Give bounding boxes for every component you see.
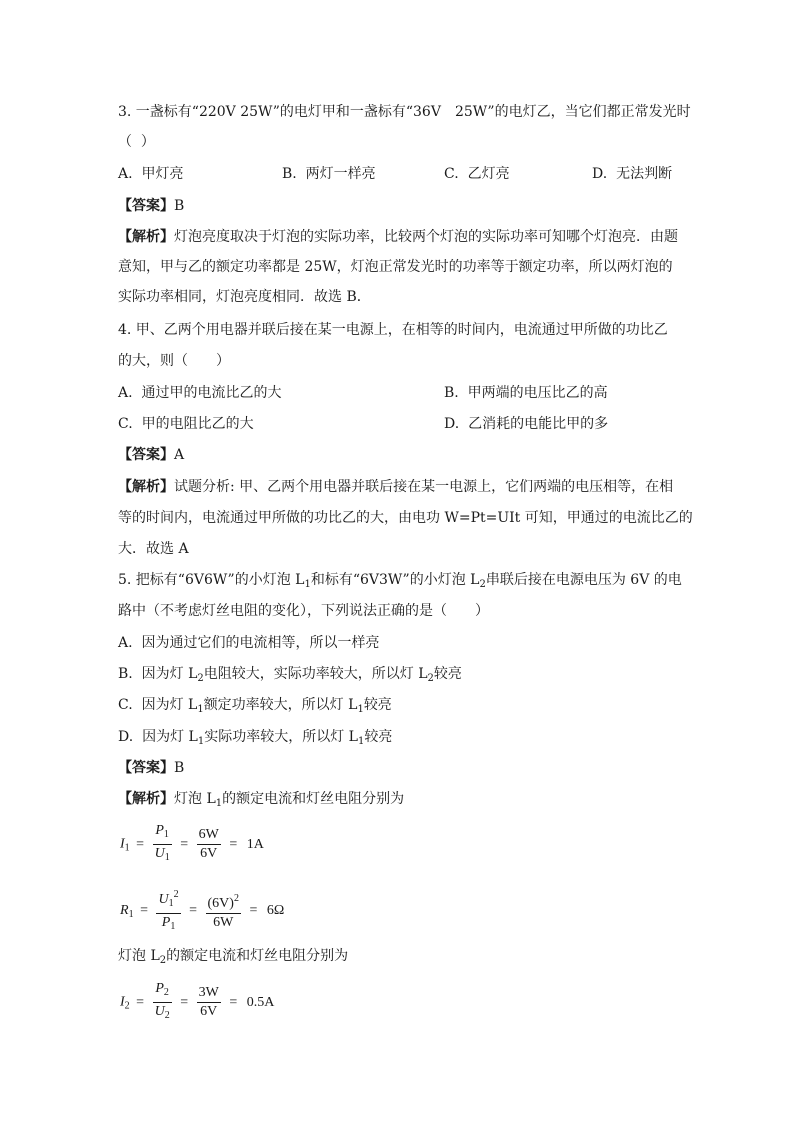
- q4-stem-line2: 的大，则（ ）: [118, 353, 230, 369]
- q4-answer: [118, 445, 184, 465]
- fraction: [206, 890, 241, 932]
- subscript: 1: [170, 921, 176, 932]
- q5-stem-line2: 路中（不考虑灯丝电阻的变化），下列说法正确的是（ ）: [118, 603, 489, 619]
- q5-option-a: A. 因为通过它们的电流相等，所以一样亮: [118, 635, 380, 651]
- equals-sign: =: [229, 994, 238, 1010]
- q3-stem-line1: 3. 一盏标有“220V 25W”的电灯甲和一盏标有“36V 25W”的电灯乙，当它们都正常发光时: [118, 104, 691, 120]
- fraction: [197, 826, 221, 863]
- numerator: 6W: [197, 826, 221, 845]
- eq-result: 1A: [246, 836, 264, 852]
- eq-symbol: P: [161, 915, 171, 930]
- analysis-text: 灯泡 L: [174, 791, 216, 807]
- q5-stem-part: 5. 把标有“6V6W”的小灯泡 L: [118, 572, 305, 588]
- fraction: [153, 822, 172, 867]
- q5-stem-part: 串联后接在电源电压为 6V 的电: [485, 572, 682, 588]
- equals-sign: =: [249, 903, 258, 918]
- analysis-text: 的额定电流和灯丝电阻分别为: [166, 948, 349, 964]
- denominator: 6V: [200, 846, 218, 861]
- q5-analysis-line2: [118, 946, 348, 971]
- analysis-tag: 【解析】: [118, 791, 174, 807]
- q3-option-c: C. 乙灯亮: [444, 166, 510, 182]
- subscript: 2: [163, 987, 169, 998]
- equation-current-l1: [120, 822, 267, 867]
- equals-sign: =: [140, 903, 148, 918]
- fraction: [153, 980, 172, 1025]
- subscript: 1: [357, 736, 365, 747]
- q5-option-b: [118, 664, 462, 689]
- eq-symbol: I: [120, 836, 125, 852]
- equation-resistance-l1: [120, 886, 287, 936]
- equals-sign: =: [180, 994, 189, 1010]
- subscript: 1: [124, 842, 130, 854]
- q4-analysis-line2: 等的时间内，电流通过甲所做的功比乙的大，由电功 W=Pt=UIt 可知，甲通过的电流比乙的: [118, 510, 693, 526]
- answer-value: B: [174, 198, 185, 214]
- q5-option-c: [118, 695, 392, 720]
- subscript: 2: [124, 1000, 130, 1012]
- analysis-text: 灯泡亮度取决于灯泡的实际功率，比较两个灯泡的实际功率可知哪个灯泡亮．由题: [174, 229, 678, 245]
- equals-sign: =: [180, 836, 189, 852]
- option-part: 较亮: [364, 729, 393, 745]
- option-part: 较亮: [363, 697, 392, 713]
- analysis-text: 试题分析: 甲、乙两个用电器并联后接在某一电源上，它们两端的电压相等，在相: [174, 479, 674, 495]
- q4-option-d: D. 乙消耗的电能比甲的多: [444, 416, 609, 432]
- q5-answer: [118, 758, 184, 778]
- subscript: 1: [197, 736, 205, 747]
- q3-option-d: D. 无法判断: [592, 166, 673, 182]
- equation-current-l2: [120, 980, 277, 1025]
- analysis-tag: 【解析】: [118, 229, 174, 245]
- answer-tag: 【答案】: [118, 760, 174, 776]
- eq-symbol: R: [120, 903, 129, 919]
- subscript: 1: [168, 898, 174, 909]
- equals-sign: =: [229, 836, 238, 852]
- denominator: 6W: [213, 915, 234, 930]
- option-part: 电阻较大，实际功率较大，所以灯 L: [203, 666, 428, 682]
- eq-result: 0.5A: [246, 994, 275, 1010]
- subscript: 1: [357, 704, 364, 715]
- answer-value: B: [174, 760, 185, 776]
- q5-stem-part: 和标有“6V3W”的小灯泡 L: [310, 572, 480, 588]
- subscript: 1: [128, 909, 134, 921]
- equals-sign: =: [189, 903, 197, 918]
- equals-sign: =: [136, 994, 145, 1010]
- subscript: 2: [197, 673, 204, 684]
- subscript: 1: [304, 579, 311, 590]
- eq-symbol: I: [120, 994, 125, 1010]
- option-part: B. 因为灯 L: [118, 666, 198, 682]
- subscript: 1: [215, 798, 223, 809]
- superscript: 2: [233, 893, 239, 904]
- option-part: 较亮: [433, 666, 462, 682]
- q4-option-b: B. 甲两端的电压比乙的高: [444, 385, 608, 401]
- q5-analysis-line1: [118, 789, 404, 814]
- q3-analysis-line3: 实际功率相同，灯泡亮度相同．故选 B．: [118, 289, 371, 305]
- subscript: 2: [164, 1010, 170, 1021]
- eq-symbol: U: [154, 1004, 165, 1019]
- q4-analysis-line1: [118, 477, 673, 497]
- q3-answer: [118, 196, 184, 216]
- answer-tag: 【答案】: [118, 198, 174, 214]
- option-part: D. 因为灯 L: [118, 729, 198, 745]
- eq-result: 6Ω: [266, 903, 285, 918]
- subscript: 1: [197, 704, 204, 715]
- numerator: 3W: [197, 984, 221, 1003]
- superscript: 2: [173, 889, 179, 900]
- answer-tag: 【答案】: [118, 447, 174, 463]
- q3-analysis-line1: [118, 227, 678, 247]
- q5-option-d: [118, 727, 392, 752]
- analysis-tag: 【解析】: [118, 479, 174, 495]
- q3-stem-line2: （ ）: [118, 134, 155, 150]
- q3-option-b: B. 两灯一样亮: [282, 166, 376, 182]
- analysis-text: 灯泡 L: [118, 948, 160, 964]
- subscript: 1: [164, 852, 170, 863]
- numerator: (6V): [207, 896, 234, 911]
- option-part: 实际功率较大，所以灯 L: [204, 729, 358, 745]
- eq-symbol: U: [158, 892, 169, 907]
- analysis-text: 的额定电流和灯丝电阻分别为: [222, 791, 405, 807]
- subscript: 1: [163, 829, 169, 840]
- eq-symbol: P: [155, 823, 164, 838]
- equals-sign: =: [136, 836, 145, 852]
- option-part: 额定功率较大，所以灯 L: [203, 697, 358, 713]
- q4-option-a: A. 通过甲的电流比乙的大: [118, 385, 282, 401]
- subscript: 2: [159, 955, 167, 966]
- subscript: 2: [479, 579, 486, 590]
- q4-stem-line1: 4. 甲、乙两个用电器并联后接在某一电源上，在相等的时间内，电流通过甲所做的功比乙: [118, 322, 668, 338]
- q3-option-a: A. 甲灯亮: [118, 166, 184, 182]
- answer-value: A: [174, 447, 185, 463]
- eq-symbol: P: [155, 981, 164, 996]
- q4-option-c: C. 甲的电阻比乙的大: [118, 416, 254, 432]
- fraction: [156, 886, 180, 936]
- option-part: C. 因为灯 L: [118, 697, 198, 713]
- denominator: 6V: [200, 1004, 218, 1019]
- q5-stem-line1: [118, 570, 682, 595]
- q3-analysis-line2: 意知，甲与乙的额定功率都是 25W，灯泡正常发光时的功率等于额定功率，所以两灯泡的: [118, 259, 673, 275]
- eq-symbol: U: [154, 846, 165, 861]
- subscript: 2: [427, 673, 434, 684]
- fraction: [197, 984, 221, 1021]
- q4-analysis-line3: 大．故选 A: [118, 541, 189, 557]
